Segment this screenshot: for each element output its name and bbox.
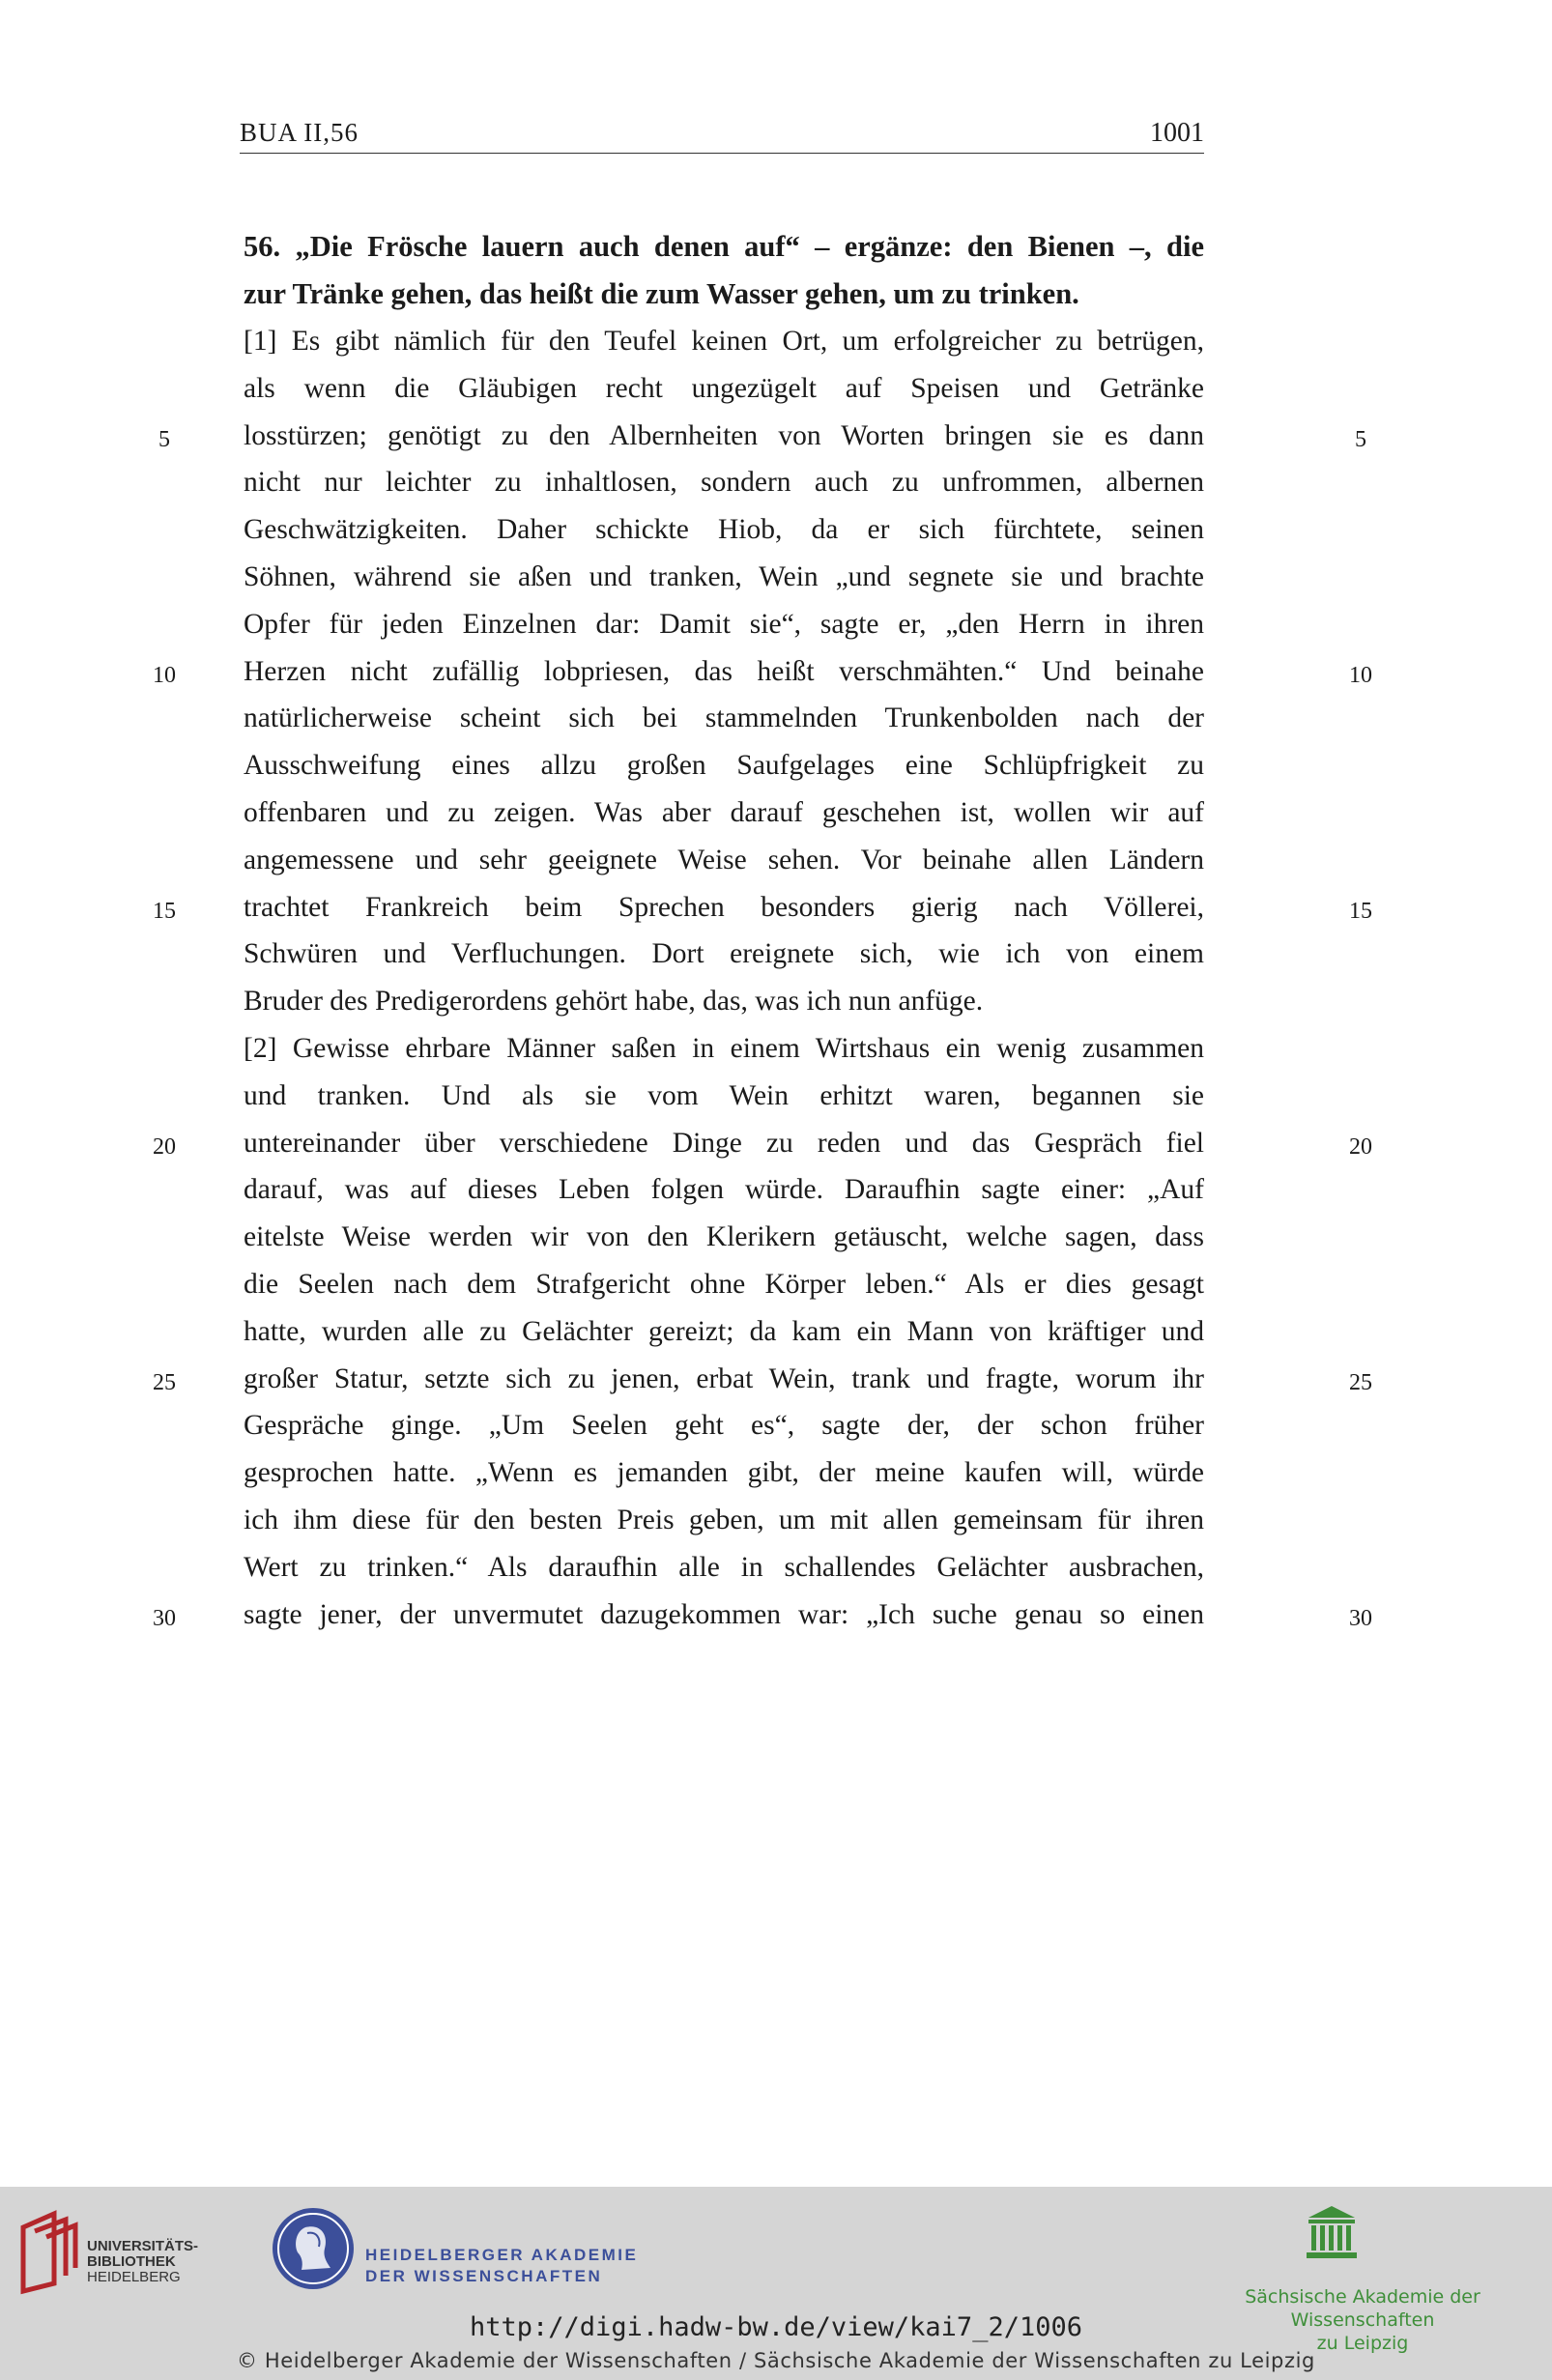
line-number-right: 10 (1349, 663, 1372, 688)
hadw-seal-icon (269, 2204, 358, 2293)
text-line: Söhnen, während sie aßen und tranken, Wein „und segnete sie und brachte (244, 560, 1204, 592)
hadw-logo[interactable] (269, 2204, 655, 2310)
hadw-logo-line: HEIDELBERGER AKADEMIE (365, 2246, 639, 2264)
text-line: Schwüren und Verfluchungen. Dort ereignete sich, wie ich von einem (244, 938, 1204, 970)
line-number-left: 10 (153, 663, 176, 688)
text-line: Wert zu trinken.“ Als daraufhin alle in schallendes Gelächter ausbrachen, (244, 1551, 1204, 1583)
line-number-right: 5 (1355, 427, 1366, 452)
hadw-logo-text (365, 2245, 638, 2287)
running-head (240, 114, 1204, 154)
heading-line: zur Tränke gehen, das heißt die zum Wasser gehen, um zu trinken. (244, 276, 1079, 310)
line-number-right: 25 (1349, 1370, 1372, 1395)
ub-logo-line: BIBLIOTHEK (87, 2253, 176, 2270)
text-line: nicht nur leichter zu inhaltlosen, sondern auch zu unfrommen, albernen (244, 467, 1204, 499)
text-line: trachtet Frankreich beim Sprechen besonders gierig nach Völlerei, (244, 891, 1204, 923)
text-line: losstürzen; genötigt zu den Albernheiten von Worten bringen sie es dann (244, 419, 1204, 451)
running-head-left: BUA II,56 (240, 118, 359, 147)
line-number-right: 20 (1349, 1134, 1372, 1160)
text-line: natürlicherweise scheint sich bei stammelnden Trunkenbolden nach der (244, 703, 1204, 734)
source-url-link[interactable]: http://digi.hadw-bw.de/view/kai7_2/1006 (470, 2312, 1082, 2342)
ub-logo-text (87, 2239, 198, 2285)
text-line: angemessene und sehr geeignete Weise sehen. Vor beinahe allen Ländern (244, 844, 1204, 875)
hadw-logo-line: DER WISSENSCHAFTEN (365, 2267, 603, 2285)
text-line: ich ihm diese für den besten Preis geben, um mit allen gemeinsam für ihren (244, 1504, 1204, 1535)
line-number-left: 5 (158, 427, 170, 452)
text-line: [1] Es gibt nämlich für den Teufel keinen Ort, um erfolgreicher zu betrügen, (244, 326, 1204, 357)
line-number-left: 30 (153, 1606, 176, 1631)
copyright-notice: © Heidelberger Akademie der Wissenschaften / Sächsische Akademie der Wissenschaften zu Leipzig (237, 2349, 1315, 2372)
saw-leipzig-logo[interactable] (1198, 2206, 1527, 2354)
line-number-left: 15 (153, 899, 176, 924)
ub-heidelberg-logo[interactable] (15, 2208, 209, 2305)
saw-building-icon (1307, 2206, 1357, 2260)
page-number: 1001 (1150, 118, 1204, 148)
text-line: Bruder des Predigerordens gehört habe, das, was ich nun anfüge. (244, 986, 984, 1018)
chapter-heading (244, 223, 1204, 318)
text-line: sagte jener, der unvermutet dazugekommen war: „Ich suche genau so einen (244, 1598, 1204, 1630)
heading-line: 56. „Die Frösche lauern auch denen auf“ – ergänze: den Bienen –, die (244, 230, 1204, 263)
text-line: Geschwätzigkeiten. Daher schickte Hiob, da er sich fürchtete, seinen (244, 514, 1204, 546)
text-line: Opfer für jeden Einzelnen dar: Damit sie“, sagte er, „den Herrn in ihren (244, 608, 1204, 640)
line-number-right: 30 (1349, 1606, 1372, 1631)
text-line: Gespräche ginge. „Um Seelen geht es“, sagte der, der schon früher (244, 1410, 1204, 1442)
text-line: Herzen nicht zufällig lobpriesen, das heißt verschmähten.“ Und beinahe (244, 655, 1204, 687)
saw-logo-line: zu Leipzig (1316, 2333, 1409, 2354)
saw-logo-line: Sächsische Akademie der Wissenschaften (1245, 2286, 1480, 2331)
text-line: Ausschweifung eines allzu großen Saufgelages eine Schlüpfrigkeit zu (244, 750, 1204, 782)
body-text (244, 318, 1204, 1638)
line-number-right: 15 (1349, 899, 1372, 924)
text-line: eitelste Weise werden wir von den Klerikern getäuscht, welche sagen, dass (244, 1221, 1204, 1253)
text-line: und tranken. Und als sie vom Wein erhitzt waren, begannen sie (244, 1079, 1204, 1111)
text-line: großer Statur, setzte sich zu jenen, erbat Wein, trank und fragte, worum ihr (244, 1362, 1204, 1394)
text-line: darauf, was auf dieses Leben folgen würde. Daraufhin sagte einer: „Auf (244, 1174, 1204, 1206)
text-line: als wenn die Gläubigen recht ungezügelt auf Speisen und Getränke (244, 372, 1204, 404)
text-line: offenbaren und zu zeigen. Was aber darauf geschehen ist, wollen wir auf (244, 796, 1204, 828)
ub-logo-icon (15, 2208, 83, 2295)
line-number-left: 20 (153, 1134, 176, 1160)
text-line: untereinander über verschiedene Dinge zu reden und das Gespräch fiel (244, 1127, 1204, 1159)
text-line: die Seelen nach dem Strafgericht ohne Körper leben.“ Als er dies gesagt (244, 1268, 1204, 1300)
text-line: [2] Gewisse ehrbare Männer saßen in einem Wirtshaus ein wenig zusammen (244, 1032, 1204, 1064)
ub-logo-line: UNIVERSITÄTS- (87, 2238, 199, 2254)
text-line: hatte, wurden alle zu Gelächter gereizt; da kam ein Mann von kräftiger und (244, 1315, 1204, 1347)
line-number-left: 25 (153, 1370, 176, 1395)
ub-logo-line: HEIDELBERG (87, 2269, 181, 2285)
footer-banner (0, 2187, 1552, 2380)
text-line: gesprochen hatte. „Wenn es jemanden gibt, der meine kaufen will, würde (244, 1457, 1204, 1489)
